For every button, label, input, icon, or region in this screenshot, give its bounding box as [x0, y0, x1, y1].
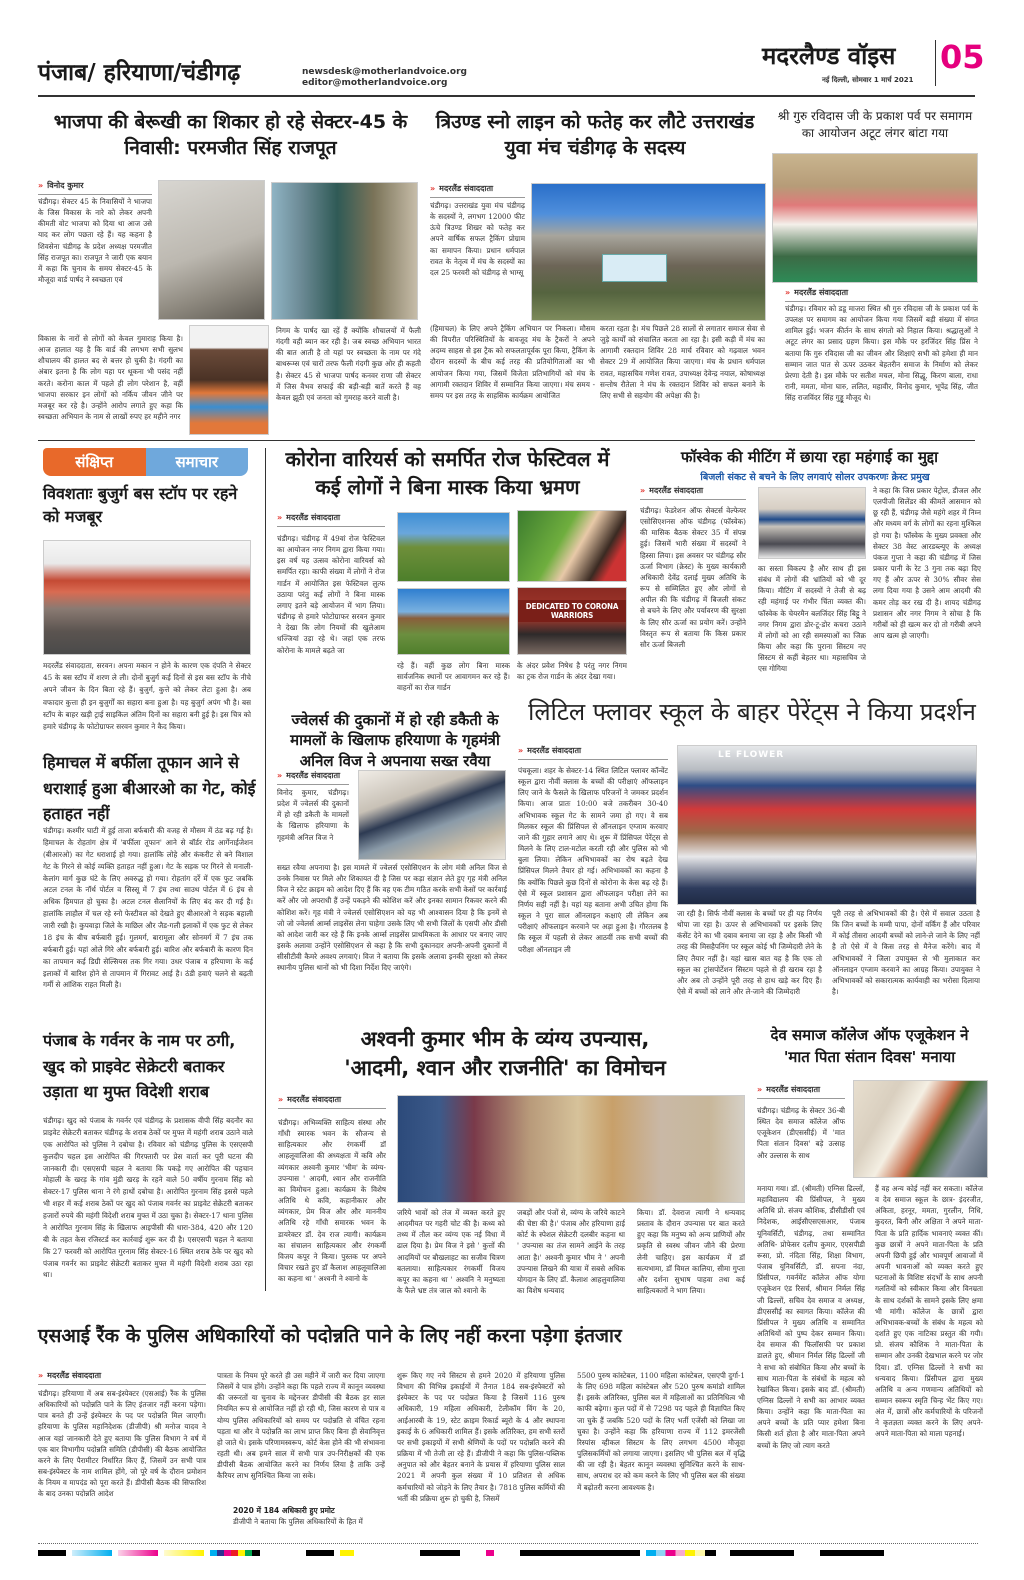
body-littleflower-2: जा रही है। सिर्फ नौवीं क्लास के बच्चों पर ही यह निर्णय थोपा जा रहा है। ऊपर से अभिभावकों पर इसके लिए कंसेंट देने का भी दबाव बनाया जा रहा है और किसी भी तरह की मिसहैपनिंग पर स्कूल कोई भी जिम्मेदारी लेने के लिए तैयार नहीं है। यहां खास बात यह है कि एक तो स्कूल का ट्रांसपोर्टेशन सिस्टम पहले से ही खराब रहा है और अब तो उन्होंने पूरी तरह से हाथ खड़े कर दिए हैं। ऐसे में बच्चों को लाने और ले-जाने की जिम्मेदारी: [677, 909, 822, 997]
body-fosvec-1: चंडीगढ़। फेडरेशन ऑफ सेक्टर्स वेल्फेयर एसोसिएशनस ऑफ चंडीगढ़ (फॉस्वेक) की मासिक बैठक सेक्टर 35 में संपन्न हुई। जिसमें भारी संख्या में सदस्यों ने हिस्सा लिया। इस अवसर पर चंडीगढ़ सौर ऊर्जा विभाग (क्रेस्ट) के मुख्य कार्यकारी अधिकारी देवेंद्र दलाई मुख्य अतिथि के रूप से सम्मिलित हुए और लोगों से अपील की कि चंडीगढ़ में बिजली संकट से बचने के लिए और पर्यावरण की सुरक्षा के लिए सौर ऊर्जा का प्रयोग करें। उन्होंने विस्तृत रूप से बताया कि किस प्रकार सौर ऊर्जा बिजली: [640, 506, 746, 649]
headline-brief: विवशताः बुजुर्ग बस स्टॉप पर रहने को मजबूर: [43, 484, 238, 527]
byline-triund: » मदरलैंड संवाददाता: [430, 183, 525, 198]
byline-ashwani: » मदरलैंड संवाददाता: [278, 1094, 386, 1109]
email-editor[interactable]: editor@motherlandvoice.org: [302, 77, 448, 88]
byline-littleflower: » मदरलैंड संवाददाता: [518, 745, 668, 760]
page-number: 05: [940, 38, 985, 76]
color-bar-magenta-2: [486, 1550, 494, 1556]
byline-bjp: » विनोद कुमार: [38, 180, 152, 195]
masthead-rule: [38, 95, 975, 97]
body-devsamaj-3: हैं वह अन्य कोई नहीं कर सकता। कॉलेज व देव समाज स्कूल के छात्र- इंदरजीत, अंकिता, हरनूर, ममता, गुरलीन, निधि, कुदरत, बिनी और अक्षिता ने अपने माता-पिता के प्रति हार्दिक भावनाएं व्यक्त कीं। कुछ छात्रों ने अपने माता-पिता के प्रति अपनी छिपी हुई और भावपूर्ण आवाजों में अपनी भावनाओं को व्यक्त करते हुए घटनाओं के विशिष्ट संदर्भों के साथ अपनी गलतियों को स्वीकार किया और विनम्रता के साथ दर्शकों के सामने इसके लिए क्षमा भी मांगी। कॉलेज के छात्रों द्वारा अभिभावक-बच्चों के संबंध के महत्व को दर्शाते हुए एक नाटिका प्रस्तुत की गयी। प्रो. संजय कौशिक ने माता-पिता के सम्मान और उनकी देखभाल करने पर जोर दिया। डॉ. एग्निस ढिल्लों ने सभी का धन्यवाद किया। प्रिंसीपल द्वारा मुख्य अतिथि व अन्य गणमान्य अतिथियों को सम्मान स्वरूप स्मृति चिन्ह भेंट किए गए। अंत में, छात्रों और कर्मचारियों के परिजनों ने कृतज्ञता व्यक्त करने के लिए अपने-अपने माता-पिता को माला पहनाई।: [875, 1184, 983, 1439]
body-brief: मदरलैंड संवाददाता, सरवन। अपना मकान न होने के कारण एक दंपति ने सेक्टर 45 के बस स्टॉप में शरण ले ली। दोनों बुजुर्ग कई दिनों से इस बस स्टॉप के नीचे अपने जीवन के दिन बिता रहे हैं। बुजुर्ग, कुत्ते को लेकर लेटा हुआ है। अब वफादार कुत्ता ही इन बुजुर्गों का सहारा बना हुआ है। यह बुजुर्ग अपंग भी है। बस स्टॉप के बाहर खड़ी ट्राई साइकिल अंतिम दिनों का सहारा बनी हुई है। इस चित्र को हमारे चंडीगढ़ के फोटोग्राफर सरवन कुमार ने कैद किया।: [43, 661, 251, 732]
body-rose-2: रहे हैं। वहीं कुछ लोग बिना मास्क सार्वजनिक स्थानों पर आवागमन कर रहे हैं। वाहनों का रोज गार्डन: [397, 661, 510, 693]
color-bar-black: [38, 1550, 66, 1556]
color-bar-black-6: [820, 1550, 884, 1556]
color-bar-black-4: [520, 1550, 640, 1556]
photo-triund-group: [531, 183, 766, 321]
body-rose-1: चंडीगढ़। चंडीगढ़ में 49वां रोज फेस्टिवल का आयोजन नगर निगम द्वारा किया गया। इस वर्ष यह उत्सव कोरोना वारियर्स को समर्पित रहा। काफी संख्या में लोगों ने रोज गार्डन में आयोजित इस फेस्टिवल लुत्फ उठाया परंतु कई लोगों ने बिना मास्क लगाए इतने बड़े आयोजन में भाग लिया। चंडीगढ़ से हमारे फोटोग्राफर सरवन कुमार ने देखा कि लोग नियमों की खुलेआम धज्जियां उड़ा रहे थे। जहां एक तरफ कोरोना के मामले बढ़ते जा: [277, 534, 385, 655]
body-police-2b: डीजीपी ने बताया कि पुलिस अधिकारियों के हित में: [233, 1517, 363, 1526]
body-police-1: चंडीगढ़। हरियाणा में अब सब-इंस्पेक्टर (एसआई) रैंक के पुलिस अधिकारियों को पदोन्नति पाने के लिए इंतजार नहीं करना पड़ेगा। पात्र बनते ही उन्हें इंस्पेक्टर के पद पर पदोन्नति मिल जाएगी। हरियाणा के पुलिस महानिदेशक (डीजीपी) श्री मनोज यादव ने आज यहां जानकारी देते हुए बताया कि पुलिस विभाग ने वर्ष में एक बार विभागीय पदोन्नति समिति (डीपीसी) की बैठक आयोजित करने के लिए पैरामीटर निर्धारित किए हैं, जिसमें उन सभी पात्र सब-इंस्पेक्टर के नाम शामिल होंगे, जो पूरे वर्ष के दौरान प्रमोशन के नियम व मापदंड को पूरा करते हैं। डीपीसी बैठक की सिफारिश के बाद उनका पदोन्नति आदेश: [38, 1389, 206, 1499]
headline-ashwani-line2: 'आदमी, श्वान और राजनीति' का विमोचन: [344, 1056, 666, 1081]
body-bjp-1: चंडीगढ़। सेक्टर 45 के निवासियों ने भाजपा के जिस विकास के नारे को लेकर अपनी कीमती वोट भाजपा को दिया था आज उसे याद कर लोग पछता रहे हैं। यह कहना है शिवसेना चंडीगढ़ के प्रदेश अध्यक्ष परमजीत सिंह राजपूत का। राजपूत ने जारी एक बयान में कहा कि चुनाव के समय सेक्टर-45 के मौजूदा वार्ड पार्षद ने स्वच्छता एवं: [38, 197, 152, 285]
headline-devsamaj: देव समाज कॉलेज ऑफ एजूकेशन ने 'मात पिता संतान दिवस' मनाया: [770, 1026, 969, 1066]
photo-toilet-1: [158, 180, 265, 320]
color-bar-magenta: [118, 1550, 158, 1556]
print-color-bars: [38, 1549, 978, 1557]
photo-book-launch: [397, 1095, 745, 1203]
body-himachal: चंडीगढ़। कश्मीर घाटी में हुई ताजा बर्फबारी की वजह से मौसम में ठंड बढ़ गई है। हिमाचल के रोहतांग क्षेत्र में 'बर्फीला तूफान' आने से बॉर्डर रोड आर्गेनाईजेशन (बीआरओ) का गेट धराशाई हो गया। हालांकि लोहे और कंकरीट से बने विशाल गेट के गिरने से कोई व्यक्ति हताहत नहीं हुआ। गेट के सड़क पर गिरने से मनाली-केलांग मार्ग कुछ घंटे के लिए अवरुद्ध हो गया। रोहतांग दर्रे में एक फुट जबकि अटल टनल के नॉर्थ पोर्टल व सिस्सू में 7 इंच तथा साउथ पोर्टल में 6 इंच से अधिक हिमपात हो चुका है। अटल टनल सैलानियों के लिए बंद कर दी गई है। हालांकि लाहौल में चल रहे स्नो फेस्टीवल को देखते हुए बीआरओ ने सड़क बहाली जारी रखी है। कुपवाड़ा जिले के माछिल और जैड-गली इलाकों में एक फुट से लेकर 18 इंच के बीच बर्फबारी हुई। गुलमर्ग, बारामूला और सोनमर्ग में 7 इंच तक बर्फबारी हुई। यहां ओले गिरे और बर्फबारी हुई। बारिश और बर्फबारी के कारण दिन का तापमान कई डिग्री सेल्सियस तक गिर गया। उधर पंजाब व हरियाणा के कई इलाकों में बारिश होने से तापमान में गिरावट आई है। ठंडी हवाएं चलने से बढ़ती गर्मी से आंशिक राहत मिली है।: [43, 826, 253, 990]
byline-police: » मदरलैंड संवाददाता: [38, 1370, 206, 1385]
headline-jewellers: ज्वेलर्स की दुकानों में हो रही डकैती के मामलों के खिलाफ हरियाणा के गृहमंत्री अनिल विज ने अपनाया सख्त रवैया: [290, 711, 500, 770]
photo-fosvec-meeting: [758, 487, 866, 559]
contact-emails: [302, 67, 467, 89]
photo-jewellers: [358, 770, 506, 860]
body-littleflower-1: पंचकूला। शहर के सेक्टर-14 स्थित लिटिल फ्लावर कॉन्वेंट स्कूल द्वारा नौवीं क्लास के बच्चों की परीक्षाएं ऑफलाइन लिए जाने के फैसले के खिलाफ परिजनों ने जमकर प्रदर्शन किया। आज प्रातः 10:00 बजे तकरीबन 30-40 अभिभावक स्कूल गेट के सामने जमा हो गए। वे सब मिलकर स्कूल की प्रिंसिपल से ऑनलाइन एग्जाम करवाए जाने की गुहार लगाने आए थे। शुरू में प्रिंसिपल पेरेंट्स से मिलने के लिए टाल-मटोल करती रही और पुलिस को भी बुला लिया। लेकिन अभिभावकों का रोष बढ़ते देख प्रिंसिपल मिलने तैयार हो गई। अभिभावकों का कहना है कि क्योंकि पिछले कुछ दिनों से कोरोना के केस बढ़ रहे हैं। ऐसे में स्कूल प्रशासन द्वारा ऑफलाइन परीक्षा लेने का निर्णय सही नहीं है। यहां यह बताना अभी उचित होगा कि स्कूल ने पूरा साल ऑनलाइन कक्षाएं ली लेकिन अब परीक्षाएं ऑफलाइन करवाने पर अड़ा हुआ है। गौरतलब है कि स्कूल में पहली से लेकर आठवीं तक सभी बच्चों की परीक्षा ऑनलाइन ली: [518, 766, 668, 954]
headline-police: एसआई रैंक के पुलिस अधिकारियों को पदोन्नति पाने के लिए नहीं करना पड़ेगा इंतजार: [38, 1325, 622, 1347]
color-bar-cyan: [72, 1550, 112, 1556]
color-bar-process-2: [646, 1550, 716, 1556]
body-jewellers-2: सख्त रवैया अपनाया है। इस मामले में ज्वेलर्स एसोसिएशन के लोग मंत्री अनिल विज से उनके निवास पर मिले और शिकायत दी है जिस पर कड़ा संज्ञान लेते हुए गृह मंत्री अनिल विज ने स्टेट क्राइम को आदेश दिए हैं कि वह एक टीम गठित करके सभी केसों पर कार्रवाई करें और जो अपराधी हैं उन्हें पकड़ने की कोशिश करें और इनका सामान रिकवर करने की कोशिश करें। गृह मंत्री ने ज्वेलर्स एसोसिएशन को यह भी आश्वासन दिया है कि इनमें से जो जो ज्वेलर्स आर्म्स लाइसेंस लेना चाहेगा उसके लिए भी सभी जिलों के एसपी और डीसी को आदेश जारी कर रहे हैं कि इनके आर्म्स लाइसेंस प्राथमिकता के आधार पर बनाए जाए इसके अलावा उन्होंने एसोसिएशन से कहा है कि सभी दुकानदार अपनी-अपनी दुकानों में सीसीटीवी कैमरे अवश्य लगवाएं। विज ने बताया कि इसके अलावा इनकी सुरक्षा को लेकर स्थानीय पुलिस थानों को भी दिशा निर्देश दिए जाएंगे।: [277, 863, 507, 973]
body-devsamaj-2: मनाया गया। डॉ. (श्रीमती) एग्निस ढिल्लों, महाविद्यालय की प्रिंसीपल, ने मुख्य अतिथि प्रो. संजय कौशिक, डीसीडीसी एवं निदेशक, आईसीएसएसआर, पंजाब यूनिवर्सिटी, चंडीगढ़, तथा सम्मानित अतिथि- प्रोफेसर दलीप कुमार, एएसपीडी रूसा, प्रो. नंदिता सिंह, शिक्षा विभाग, पंजाब यूनिवर्सिटी, डॉ. सपना नंदा, प्रिंसीपल, गवर्नमेंट कॉलेज ऑफ योगा एजूकेशन एंड रिसर्च, श्रीमान निर्मल सिंह जी ढिल्लों, सचिव देव समाज व अध्यक्ष, डीएससीई का स्वागत किया। कॉलेज की प्रिंसीपल ने मुख्य अतिथि व सम्मानित अतिथियों को पुष्प देकर सम्मान किया। देव समाज की फिलॉसफी पर प्रकाश डालते हुए, श्रीमान निर्मल सिंह ढिल्लों जी ने सभा को संबोधित किया और बच्चों के साथ माता-पिता के संबंधों के महत्व को रेखांकित किया। इसके बाद डॉ. (श्रीमती) एग्निस ढिल्लों ने सभी का आभार व्यक्त किया। उन्होंने कहा कि माता-पिता का अपने बच्चों के प्रति प्यार हमेशा बिना किसी शर्त होता है और माता-पिता अपने बच्चों के लिए जो त्याग करते: [757, 1184, 865, 1450]
photo-littleflower: [677, 745, 977, 905]
byline-ravidas: » मदरलैंड संवाददाता: [785, 287, 978, 302]
body-ashwani-4: किया। डॉ. देवराज त्यागी ने धन्यवाद प्रस्ताव के दौरान उपन्यास पर बात करते हुए कहा कि मनुष्य को अन्य प्राणियों और प्रकृति से स्वस्थ जीवन जीने की प्रेरणा लेनी चाहिए। इस कार्यक्रम में डॉ सत्यभामा, डॉ विमल कालिया, सीमा गुप्ता और दर्शना सुभाष पाहवा तथा कई साहित्यकारों ने भाग लिया।: [637, 1208, 745, 1296]
photo-ravidas: [772, 153, 978, 283]
byline-fosvec: » मदरलैंड संवाददाता: [640, 485, 746, 500]
color-bar-black-5: [730, 1550, 794, 1556]
byline-rose: » मदरलैंड संवाददाता: [277, 512, 385, 527]
photo-rose-truck: [397, 512, 510, 582]
subhead-police: 2020 में 184 अधिकारी हुए प्रमोट: [233, 1506, 335, 1515]
photo-rose-girl: [517, 510, 627, 582]
color-bar-process: [210, 1550, 260, 1556]
headline-ashwani: [275, 1025, 735, 1084]
body-police-2: पात्रता के नियम पूरे करते ही उस महीने में जारी कर दिया जाएगा जिसमें वे पात्र होंगे। उन्होंने कहा कि पहले राज्य में कानून व्यवस्था की जरूरतों या चुनाव के मद्देनजर डीपीसी की बैठक हर साल नियमित रूप से आयोजित नहीं हो रही थी, जिस कारण से पात्र व योग्य पुलिस अधिकारियों को समय पर पदोन्नति से वंचित रहना पड़ता था और वे पदोन्नति का लाभ प्राप्त किए बिना ही सेवानिवृत्त हो जाते थे। इसके परिणामस्वरूप, कोर्ट केस होने की भी संभावना रहती थी। अब हमने साल में सभी पात्र उप-निरीक्षकों की एक डीपीसी बैठक आयोजित करने का निर्णय लिया है ताकि उन्हें कैरियर लाभ सुनिश्चित किया जा सके।: [217, 1371, 385, 1481]
photo-devsamaj: [853, 1080, 988, 1178]
body-fosvec-3: ने कहा कि जिस प्रकार पेट्रोल, डीजल और एलपीजी सिलेंडर की कीमतें आसमान को छू रही हैं, चंडीगढ़ जैसे महंगे शहर में निम्न और मध्यम वर्ग के लोगों का रहना मुश्किल हो गया है। फॉस्वेक के मुख्य प्रवक्ता और सेक्टर 38 वेस्ट आरडब्ल्यूए के अध्यक्ष पंकज गुप्ता ने कहा की चंडीगढ़ में जिस प्रकार पानी के रेट 3 गुना तक बढ़ा दिए गए हैं और ऊपर से 30% सीवर सेस लगा दिया गया है उसने आम आदमी की कमर तोड़ कर रख दी है। शायद चंडीगढ़ प्रशासन और नगर निगम ने सोचा है कि गरीबों को ही खत्म कर दो तो गरीबी अपने आप खत्म हो जाएगी।: [873, 486, 981, 641]
column-divider: [265, 448, 266, 1291]
color-bar-yellow: [164, 1550, 204, 1556]
color-bar-black-3: [420, 1550, 460, 1556]
body-triund-3: करता रहता है। मंच पिछले 28 सालों से लगातार समाज सेवा से जुड़े कार्यों को संचालित करता आ रहा है। इसी कड़ी में मंच का आगामी रक्तदान शिविर 28 मार्च रविवार को गढ़वाल भवन सेक्टर 29 में आयोजित किया जाएगा। मंच के प्रधान धर्मपाल रावत, महासचिव गणेश रावत, उपाध्यक्ष देवेन्द्र नयाल, कोषाध्यक्ष सन्तोष रौतेला ने मंच के रक्तदान शिविर को सफल बनाने के लिए सभी से सहयोग की अपेक्षा की है।: [600, 324, 765, 400]
brief-tag-2: समाचार: [146, 448, 249, 476]
body-rose-3: के अंदर प्रवेश निषेध है परंतु नगर निगम का ट्रक रोज गार्डन के अंदर देखा गया।: [517, 661, 627, 682]
color-bar-black-2: [306, 1550, 334, 1556]
brief-banner: [43, 448, 248, 476]
body-bjp-3: निगम के पार्षद खा रहें हैं क्योंकि शौचालयों में फैली गंदगी वही ब्यान कर रही है। जब स्वच्छ अभियान भारत की बात आती है तो यहां पर स्वच्छता के नाम पर गंदे बाथरूम्स एवं चारों तरफ फैली गंदगी कुछ ओर ही कहती है। सेक्टर 45 से भाजपा पार्षद कनवर राणा जी सेक्टर में जिस वैभव सफाई की बड़ी-बड़ी बातें करते हैं वह केवल झूठी एवं जनता को गुमराह करने वाली है।: [276, 326, 421, 402]
subhead-fosvec: बिजली संकट से बचने के लिए लगवाएं सोलर उपकरणः क्रेस्ट प्रमुख: [700, 472, 930, 483]
body-jewellers-1: विनोद कुमार, चंडीगढ़। प्रदेश में ज्वेलर्स की दुकानों में हो रही डकैती के मामलों के खिलाफ हरियाणा के गृहमंत्री अनिल विज ने: [277, 788, 349, 842]
body-ravidas: चंडीगढ़। रविवार को डडू माजरा स्थित श्री गुरु रविदास जी के प्रकाश पर्व के उपलक्ष पर समागम का आयोजन किया गया जिसमें बड़ी संख्या में संगत शामिल हुई। भजन कीर्तन के साथ संगतो को निहाल किया। श्रद्धालुओं ने अटूट लंगर का प्रसाद ग्रहण किया। इस मौके पर हरजिंदर सिंह प्रिंस ने बताया कि गुरु रविदास जी का जीवन और शिक्षाएं सभी को हमेशा ही मान सम्मान जात पात से ऊपर उठकर बेहतरीन समाज के निर्माण को लेकर प्रेरणा देती है। इस मौके पर सतीश मचल, मोना सिद्धू, किरण बाला, राधा रानी, ममता, मोना घारु, ललित, महावीर, विनोद कुमार, भूपेंद्र सिंह, जीत सिंह राजविंदर सिंह गुड्डू मौजूद थे।: [785, 304, 978, 403]
dateline: नई दिल्ली, सोमवार 1 मार्च 2021: [822, 76, 914, 84]
body-triund-1: चंडीगढ़। उत्तराखंड युवा मंच चंडीगढ़ के सदस्यों ने, लगभग 12000 फीट ऊंचे त्रिउण्ड शिखर को फतेह कर अपने वार्षिक सफल ट्रैकिंग प्रोग्राम का समापन किया। प्रधान धर्मपाल रावत के नेतृत्व में मंच के सदस्यों का दल 25 फरवरी को चंडीगढ़ से भाग्सू: [430, 201, 525, 277]
body-littleflower-3: पूरी तरह से अभिभावकों की है। ऐसे में सवाल उठता है कि जिन बच्चों के मम्मी पापा, दोनों वर्किंग हैं और परिवार में कोई तीसरा आदमी बच्चों को लाने-ले जाने के लिए नहीं है तो ऐसे में वे किस तरह से मैनेज करेंगे। बाद में अभिभावकों ने जिला उपायुक्त से भी मुलाकात कर ऑनलाइन एग्जाम करवाने का आग्रह किया। उपायुक्त ने अभिभावकों को सकारात्मक कार्यवाही का भरोसा दिलाया है।: [832, 909, 980, 997]
headline-ashwani-line1: अश्वनी कुमार भीम के व्यंग्य उपन्यास,: [360, 1027, 650, 1051]
body-police-4: 5500 पुरुष कांस्टेबल, 1100 महिला कांस्टेबल, एसएपी दुर्गा-1 के लिए 698 महिला कांस्टेबल और 520 पुरुष कमांडो शामिल हैं। इसके अतिरिक्त, पुलिस बल में महिलाओं का प्रतिनिधित्व भी काफी बढ़ेगा। कुल पदों में से 7298 पद पहले ही विज्ञापित किए जा चुके हैं जबकि 520 पदों के लिए भर्ती एजेंसी को लिखा जा चुका है। उन्होंने कहा कि हरियाणा राज्य में 112 इमरजेंसी रिस्पांस व्हीकल सिस्टम के लिए लगभग 4500 मौजूदा पुलिसकर्मियों को लगाया जाएगा। इसलिए भी पुलिस बल में वृद्धि की जा रही है। बेहतर कानून व्यवस्था सुनिश्चित करने के साथ-साथ, अपराध दर को कम करने के लिए भी पुलिस बल की संख्या में बढ़ोतरी करना आवश्यक है।: [577, 1371, 745, 1492]
school-gate-sign: LE FLOWER: [718, 750, 785, 760]
headline-rose: कोरोना वारियर्स को समर्पित रोज फेस्टिवल में कई लोगों ने बिना मास्क किया भ्रमण: [285, 447, 610, 499]
rose-banner-text: DEDICATED TO CORONA WARRIORS: [518, 600, 626, 622]
body-fosvec-2: का सस्ता विकल्प है और साथ ही इस संबंध में लोगों की भ्रांतियों को भी दूर किया। मीटिंग में सदस्यों ने तेजी से बढ़ रही महंगाई पर गंभीर चिंता व्यक्त की। फॉस्वेक के चेयरमैन बलजिंदर सिंह बिट्टू ने नगर निगम द्वारा डोर-टू-डोर कचरा उठाने में लोगों को आ रही समस्याओं का जिक्र किया और कहा कि पुराना सिस्टम नए सिस्टम से कहीं बेहतर था। महासचिव जे एस गोगिया: [758, 564, 866, 674]
byline-devsamaj: » मदरलैंड संवाददाता: [757, 1084, 845, 1099]
section-title: पंजाब/ हरियाणा/चंडीगढ़: [38, 60, 241, 86]
police-col-2: [217, 1370, 385, 1540]
body-ashwani-2: जरिये भावों को तंज में व्यक्त करते हुए आदमीयत पर गहरी चोट की है। कथ्य को तथ्य में तौल कर व्यंग्य एक नई विधा में ढाल दिया है। प्रेम विज ने इसे ' कुत्तों की आदमियों पर बौखलाहट का सजीव चित्रण बतलाया। साहित्यकार रंगकर्मी विजय कपूर का कहना था ' अश्वनि ने मनुष्यता के फैले भ्रष्ट तंत्र जाल को श्वानो के: [397, 1208, 505, 1296]
body-governor: चंडीगढ़। खुद को पंजाब के गवर्नर एवं चंडीगढ़ के प्रशासक वीपी सिंह बदनौर का प्राइवेट सेक्रेटरी बताकर चंडीगढ़ के शराब ठेकों पर मुफ्त में महंगी शराब उठाने वाले एक आरोपित को पुलिस ने दबोचा है। रविवार को चंडीगढ़ पुलिस के एसएसपी कुलदीप चहल इस आरोपित की गिरफ्तारी पर प्रेस वार्ता कर पूरी घटना की जानकारी दी। एसएसपी चहल ने बताया कि पकड़े गए आरोपित की पहचान मोहाली के खरड़ के गांव मुंडी खरड़ के रहने वाले 50 वर्षीय गुरनाम सिंह को सेक्टर-17 पुलिस थाना ने रंगे हाथों दबोचा है। आरोपित गुरनाम सिंह इससे पहले भी शहर में कई शराब ठेकों पर खुद को पंजाब गवर्नर का प्राइवेट सेक्रेटरी बताकर हजारों रुपये की महंगी विदेशी शराब मुफ्त में उठा चुका है। सेक्टर-17 थाना पुलिस ने आरोपित गुरनाम सिंह के खिलाफ आइपीसी की धारा-384, 420 और 120 बी के तहत केस रजिस्टर्ड कर कार्रवाई शुरू कर दी है। एसएसपी चहल ने बताया कि 27 फरवरी को आरोपित गुरनाम सिंह सेक्टर-16 स्थित शराब ठेके पर खुद को पंजाब गवर्नर का प्राइवेट सेक्रेटरी बताकर मुफ्त में महंगी विदेशी शराब उठा रहा था।: [43, 1116, 253, 1280]
headline-ravidas: श्री गुरु रविदास जी के प्रकाश पर्व पर समागम का आयोजन अटूट लंगर बांटा गया: [777, 109, 973, 140]
headline-triund: त्रिउण्ड स्नो लाइन को फतेह कर लौटे उत्तराखंड युवा मंच चंडीगढ़ के सदस्य: [435, 111, 755, 159]
byline-jewellers: » मदरलैंड संवाददाता: [277, 770, 349, 785]
headline-bjp: भाजपा की बेरूखी का शिकार हो रहे सेक्टर-45 के निवासी: परमजीत सिंह राजपूत: [53, 111, 408, 159]
masthead-divider: [935, 40, 936, 86]
footer-rule: [38, 1543, 978, 1544]
photo-toilet-2: [271, 182, 418, 320]
photo-busstop: [43, 540, 251, 655]
headline-governor: पंजाब के गर्वनर के नाम पर ठगी, खुद को प्राइवेट सेक्रेटरी बताकर उड़ाता था मुफ्त विदेशी शराब: [43, 1031, 236, 1102]
photo-paramjit: [189, 325, 269, 435]
photo-rose-gate: [517, 587, 627, 655]
photo-rose-crowd: [397, 588, 510, 655]
headline-littleflower: लिटिल फ्लावर स्कूल के बाहर पेरेंट्स ने किया प्रदर्शन: [528, 698, 976, 726]
body-bjp-2: विकास के नारों से लोगों को केवल गुमाराह किया है। आज हालात यह है कि वार्ड की लगभग सभी सुलभ शौचालय की हालत बद से बत्तर हो चुकी है। गंदगी का अंबार इतना है कि लोग यहा पर थूकना भी पसंद नहीं करते। करोना काल में पहले ही लोग परेशान है, वहीं भाजपा सरकार इन लोगों को नर्किय जीवन जीने पर मजबूर कर रहे है। उन्होंने आरोप लगाते हुए कहा कि स्वच्छता अभियान के नाम से लाखों रुपए हर महीने नगर: [38, 334, 183, 422]
body-devsamaj-1: चंडीगढ़। चंडीगढ़ के सेक्टर 36-बी स्थित देव समाज कॉलेज ऑफ एजूकेशन (डीएससीई) में 'मात पिता संतान दिवस' बड़े उत्साह और उल्लास के साथ: [757, 1106, 845, 1160]
body-triund-2: (हिमाचल) के लिए अपने ट्रैकिंग अभियान पर निकला। मौसम की विपरीत परिस्थितियों के बावजूद मंच के ट्रैकरों ने अपने अदम्य साहस से इस ट्रैक को सफलतापूर्वक पूरा किया, ट्रैकिंग के दौरान सदस्यों के बीच कई तरह की प्रतियोगिताओं का भी आयोजन किया गया, जिसमें विजेता प्रतिभागियों को मंच के आगामी रक्तदान शिविर में सम्मानित किया जाएगा। मंच समय - समय पर इस तरह के साहसिक कार्यक्रम आयोजित: [430, 324, 595, 400]
body-police-3: शुरू किए गए नये सिस्टम से हमने 2020 में हरियाणा पुलिस विभाग की विभिन्न इकाईयों में तैनात 184 सब-इंस्पेक्टरों को इंस्पेक्टर के पद पर पदोन्नत किया है जिसमें 116 पुरुष अधिकारी, 19 महिला अधिकारी, टेलीकॉम विंग के 20, आईआरबी के 19, स्टेट क्राइम रिकार्ड ब्यूरो के 4 और स्थापना इकाई के 6 अधिकारी शामिल हैं। इसके अतिरिक्त, हम सभी स्तरों पर सभी इकाइयों में सभी श्रेणियों के पदों पर पदोन्नति करने की प्रक्रिया में भी तेजी ला रहे हैं। डीजीपी ने कहा कि पुलिस-पब्लिक अनुपात को और बेहतर बनाने के प्रयास में हरियाणा पुलिस साल 2021 में अपनी कुल संख्या में 10 प्रतिशत से अधिक कर्मचारियों को जोड़ने के लिए तैयार है। 7818 पुलिस कर्मियों की भर्ती की प्रक्रिया शुरू हो चुकी है, जिसमें: [397, 1371, 565, 1503]
email-newsdesk[interactable]: newsdesk@motherlandvoice.org: [302, 67, 467, 77]
headline-himachal: हिमाचल में बर्फीला तूफान आने से धराशाई हुआ बीआरओ का गेट, कोई हताहत नहीं: [43, 753, 256, 824]
headline-fosvec: फॉस्वेक की मीटिंग में छाया रहा महंगाई का मुद्दा: [680, 448, 939, 466]
color-bar-yellow-2: [340, 1550, 354, 1556]
section-rule-1: [38, 440, 975, 441]
paper-name: मदरलैण्ड वॉइस: [762, 42, 896, 70]
body-ashwani-1: चंडीगढ़। अभिव्यक्ति साहित्य संस्था और गाँधी स्मारक भवन के सौजन्य से साहित्यकार और रंगकर्मी डॉ आहलूवालिआ की अध्यक्षता में कवि और व्यंगकार अश्वनी कुमार 'भीम' के व्यंग्य-उपन्यास ' आदमी, श्वान और राजनीति का विमोचन हुआ। कार्यक्रम के विशेष अतिथि थे कवि, कहानीकार और व्यंगकार, प्रेम विज और और माननीय अतिथि रहे गाँधी समारक भवन के डायरेक्टर डॉ. देव राज त्यागी। कार्यक्रम का संचालन साहित्यकार और रंगकर्मी विजय कपूर ने किया। पुस्तक पर अपने विचार रखते हुए डॉ कैलाश आहलूवालिआ का कहना था ' अश्वनी ने श्वानो के: [278, 1118, 386, 1284]
brief-tag-1: संक्षिप्त: [43, 448, 146, 476]
body-ashwani-3: जबड़ों और पंजों से, व्यंग्य के जरिये काटने की चेष्टा की है।' पंजाब और हरियाणा हाई कोर्ट के स्पेशल सेक्रेटरी दलबीर कहना था ' उपन्यास का तंज सामने आईने के तरह आता है।' अश्वनी कुमार भीम ने ' अपनी उपन्यास लिखने की यात्रा में सबसे अधिक योगदान के लिए डॉ. कैलाश आहलुवालिया का विशेष धन्यवाद: [517, 1208, 625, 1296]
